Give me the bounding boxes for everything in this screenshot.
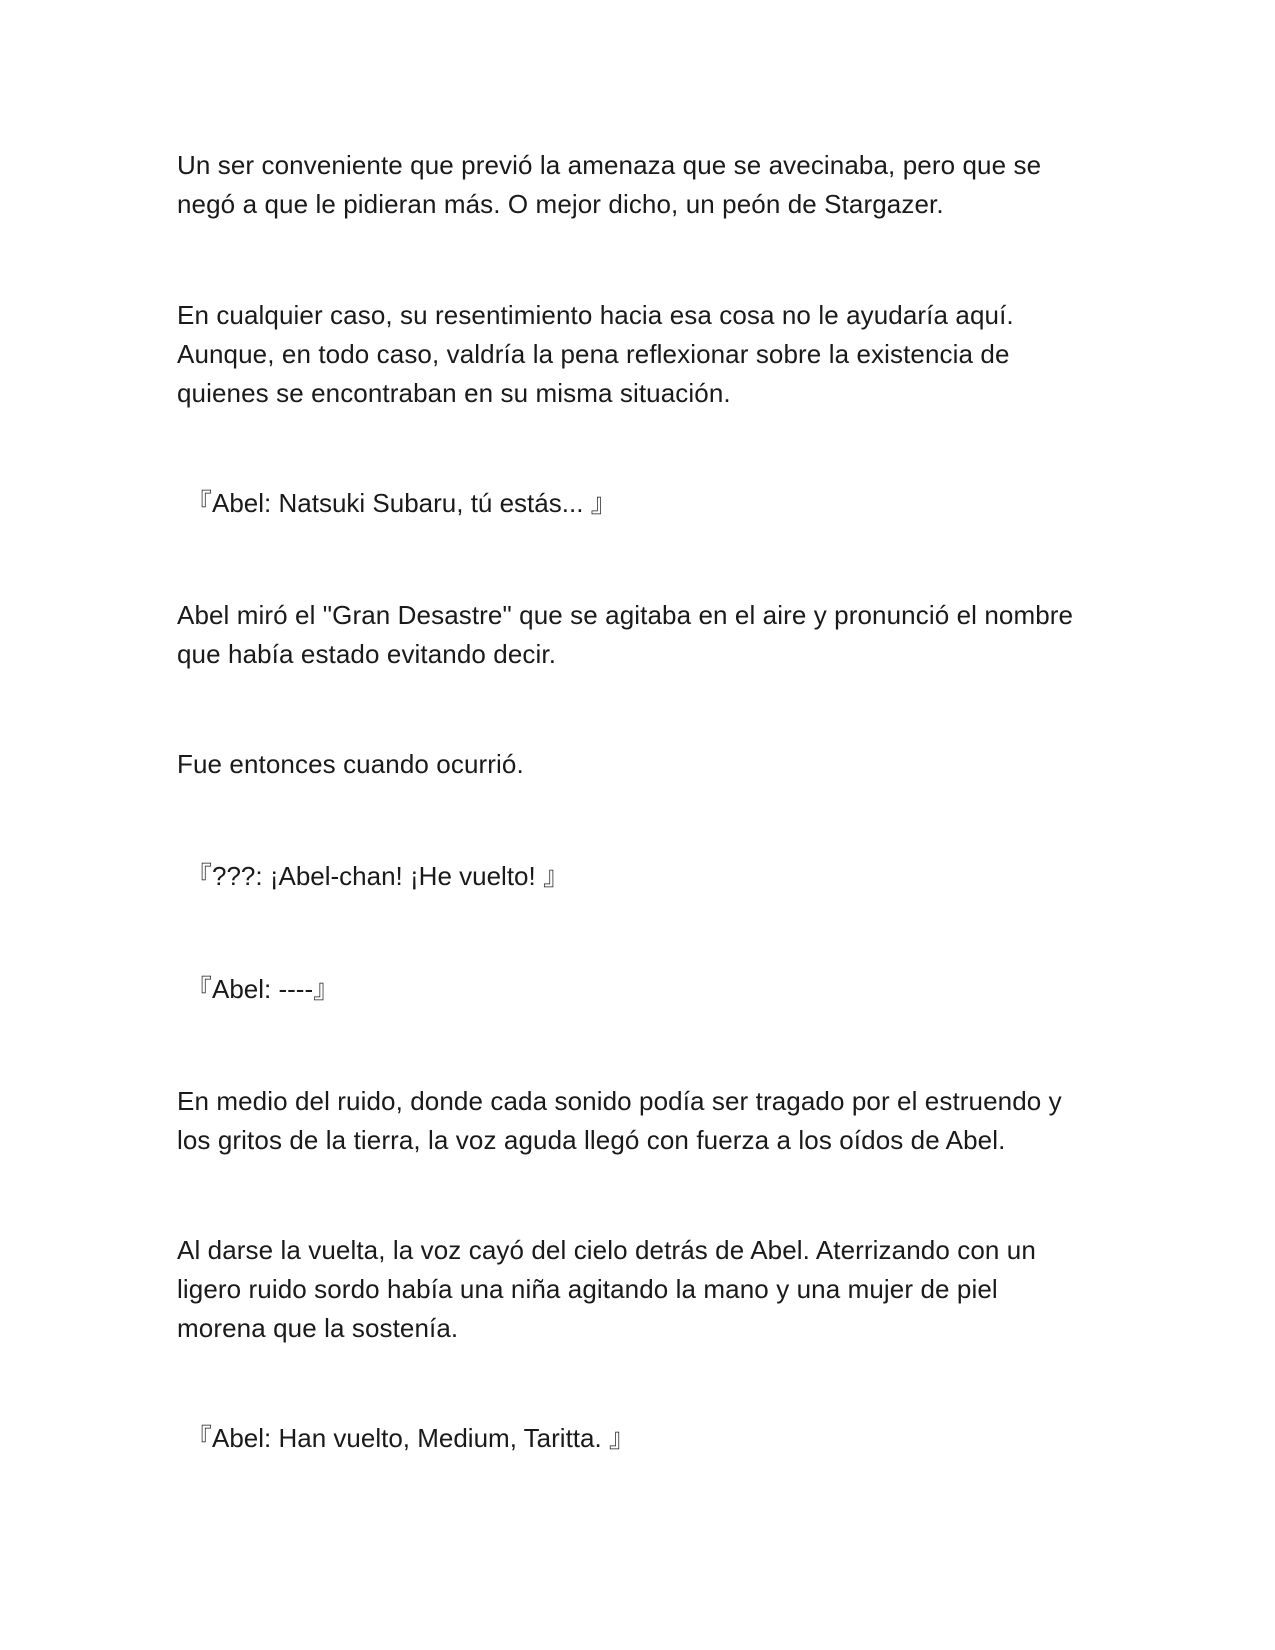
paragraph-line: Un ser conveniente que previó la amenaza que se avecinaba, pero que se bbox=[177, 150, 1042, 180]
paragraph-line: ligero ruido sordo había una niña agitando la mano y una mujer de piel bbox=[177, 1274, 998, 1304]
paragraph-1 bbox=[177, 146, 1107, 224]
dialogue-line-2: 『???: ¡Abel-chan! ¡He vuelto! 』 bbox=[186, 861, 569, 891]
paragraph-3 bbox=[177, 596, 1107, 674]
paragraph-line: En medio del ruido, donde cada sonido podía ser tragado por el estruendo y bbox=[177, 1086, 1062, 1116]
paragraph-line: quienes se encontraban en su misma situación. bbox=[177, 378, 731, 408]
paragraph-5 bbox=[177, 1082, 1107, 1160]
paragraph-line: negó a que le pidieran más. O mejor dicho, un peón de Stargazer. bbox=[177, 189, 944, 219]
paragraph-line: En cualquier caso, su resentimiento hacia esa cosa no le ayudaría aquí. bbox=[177, 300, 1014, 330]
paragraph-line: Fue entonces cuando ocurrió. bbox=[177, 749, 524, 779]
paragraph-line: morena que la sostenía. bbox=[177, 1313, 459, 1343]
paragraph-line: Aunque, en todo caso, valdría la pena reflexionar sobre la existencia de bbox=[177, 339, 1010, 369]
dialogue-line-3: 『Abel: ----』 bbox=[186, 974, 340, 1004]
paragraph-line: Abel miró el "Gran Desastre" que se agitaba en el aire y pronunció el nombre bbox=[177, 600, 1074, 630]
paragraph-6 bbox=[177, 1231, 1107, 1348]
paragraph-4 bbox=[177, 745, 1107, 784]
paragraph-line: que había estado evitando decir. bbox=[177, 639, 557, 669]
dialogue-line-1: 『Abel: Natsuki Subaru, tú estás... 』 bbox=[186, 488, 617, 518]
paragraph-line: los gritos de la tierra, la voz aguda llegó con fuerza a los oídos de Abel. bbox=[177, 1125, 1006, 1155]
paragraph-2 bbox=[177, 296, 1107, 413]
paragraph-line: Al darse la vuelta, la voz cayó del cielo detrás de Abel. Aterrizando con un bbox=[177, 1235, 1036, 1265]
dialogue-line-4: 『Abel: Han vuelto, Medium, Taritta. 』 bbox=[186, 1423, 635, 1453]
